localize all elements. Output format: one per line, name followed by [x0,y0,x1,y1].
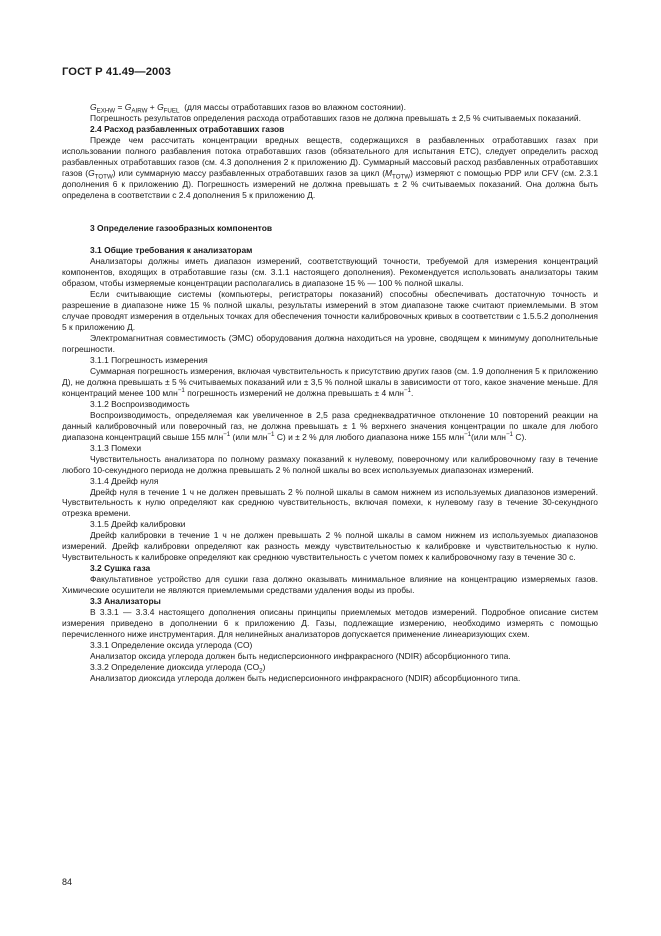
heading-3-1-3: 3.1.3 Помехи [90,442,142,453]
formula-sub-fuel: FUEL [163,107,180,115]
heading-3-2: 3.2 Сушка газа [90,563,151,574]
formula-g-airw: G [124,102,132,112]
heading-3-1: 3.1 Общие требования к анализаторам [90,244,253,255]
paragraph-3-3-2: Анализатор диоксида углерода должен быть недисперсионного инфракрасного (NDIR) абсорбционного типа. [90,673,521,684]
heading-2-4: 2.4 Расход разбавленных отработавших газов [90,123,285,134]
document-body [62,102,598,684]
paragraph-3-2: Факультативное устройство для сушки газа должно оказывать минимальное влияние на концентрацию измеряемых газов. Химические осушители не являются приемлемыми средствами удаления воды из пробы. [62,574,598,596]
page-header-title: ГОСТ Р 41.49—2003 [62,66,171,78]
paragraph-3-3-1: Анализатор оксида углерода должен быть недисперсионного инфракрасного (NDIR) абсорбционного типа. [90,651,511,662]
formula-sub-exhw: EXHW [96,107,116,115]
heading-3-1-5: 3.1.5 Дрейф калибровки [90,519,186,530]
formula-equals: = [117,102,123,112]
heading-3: 3 Определение газообразных компонентов [90,222,273,233]
paragraph-3-3: В 3.3.1 — 3.3.4 настоящего дополнения описаны принципы приемлемых методов измерений. Подробное описание систем измерения приведено в дополнении 6 к приложению Д. Газы, подлежащие измерению, необходимо измерять с помощью перечисленного ниже инструментария. Для нелинейных анализаторов допускается применение линеаризующих схем. [62,607,598,640]
exhaust-mass-formula [62,102,598,113]
formula-g-fuel: G [157,102,164,112]
heading-3-1-2: 3.1.2 Воспроизводимость [90,398,190,409]
formula-plus: + [149,102,155,112]
paragraph-exhaust-error: Погрешность результатов определения расхода отработавших газов не должна превышать ± 2,5 % считываемых показаний. [90,112,581,123]
heading-3-3-2: 3.3.2 Определение диоксида углерода $(CO_2)$ [90,662,266,675]
paragraph-3-1-5: Дрейф калибровки в течение 1 ч не должен превышать 2 % полной шкалы в самом нижнем из используемых диапазонов измерений. Дрейф калибровки определяют как разность между чувствительностью к калибровке и чувствительностью к нулю. Чувствительность к калибровке определяют как среднюю чувствительность с учетом помех к калибровочному газу в течение 30 с. [62,530,598,563]
formula-g-exhw: G [90,102,97,112]
heading-3-3-1: 3.3.1 Определение оксида углерода (CO) [90,640,253,651]
paragraph-3-1-c: Электромагнитная совместимость (ЭМС) оборудования должна находиться на уровне, сводящем к минимуму дополнительные погрешности. [62,332,598,354]
formula-sub-airw: AIRW [131,107,148,115]
page-number: 84 [62,877,73,887]
formula-note: (для массы отработавших газов во влажном состоянии). [184,102,406,112]
paragraph-3-1-3: Чувствительность анализатора по полному размаху показаний к нулевому, поверочному или калибровочному газу в течение любого 10-секундного периода не должна превышать 2 % полной шкалы во всех используемых диапазонах измерений. [62,453,598,475]
paragraph-3-1-2: Воспроизводимость, определяемая как увеличенное в 2,5 раза среднеквадратичное отклонение 10 повторений реакции на данный калибровочный или поверочный газ, не должна превышать ± 1 % верхнего значения концентрации по шкале для любого диапазона концентраций свыше 155 млн$^{-1}$ (или млн$^{-1}$ С) и ± 2 % для любого диапазона ниже 155 млн$^{-1}$(или млн$^{-1}$ С). [62,409,598,442]
paragraph-3-1-b: Если считывающие системы (компьютеры, регистраторы показаний) способны обеспечивать достаточную точность и разрешение в диапазоне ниже 15 % полной шкалы, результаты измерений в этом диапазоне также считают приемлемыми. В этом случае проводят измерения в отдельных точках для обеспечения точности калибровочных кривых в соответствии с 1.5.5.2 дополнения 5 к приложению Д. [62,288,598,332]
heading-3-3: 3.3 Анализаторы [90,596,161,607]
paragraph-3-1-4: Дрейф нуля в течение 1 ч не должен превышать 2 % полной шкалы в самом нижнем из используемых диапазонов измерений. Чувствительность к нулю определяют как среднюю чувствительность, включая помехи, к нулевому газу в течение 30-секундного отрезка времени. [62,486,598,519]
heading-3-1-4: 3.1.4 Дрейф нуля [90,475,159,486]
heading-3-1-1: 3.1.1 Погрешность измерения [90,354,208,365]
paragraph-3-1-1: Суммарная погрешность измерения, включая чувствительность к присутствию других газов (см. 1.9 дополнения 5 к приложению Д), не должна превышать ± 5 % считываемых показаний или ± 3,5 % полной шкалы в зависимости от того, какое значение меньше. Для концентраций менее 100 млн$^{-1}$ погрешность измерений не должна превышать ± 4 млн$^{-1}$. [62,365,598,398]
paragraph-3-1-a: Анализаторы должны иметь диапазон измерений, соответствующий точности, требуемой для измерения концентраций компонентов, входящих в отработавшие газы (см. 3.1.1 настоящего дополнения). Рекомендуется использовать анализаторы таким образом, чтобы измеряемые концентрации располагались в диапазоне 15 % — 100 % полной шкалы. [62,255,598,288]
paragraph-2-4: Прежде чем рассчитать концентрации вредных веществ, содержащихся в разбавленных отработавших газах при использовании полного разбавления потока отработавших газов (обязательного для испытания ETC), следует определить расход разбавленных отработавших газов (см. 4.3 дополнения 2 к приложению Д). Суммарный массовый расход разбавленных отработавших газов $(G_{TOTW})$ или суммарную массу разбавленных отработавших газов за цикл $(M_{TOTW})$ измеряют с помощью PDP или CFV (см. 2.3.1 дополнения 6 к приложению Д). Погрешность измерений не должна превышать ± 2 % считываемых показаний. Она должна быть определена в соответствии с 2.4 дополнения 5 к приложению Д. [62,134,599,200]
